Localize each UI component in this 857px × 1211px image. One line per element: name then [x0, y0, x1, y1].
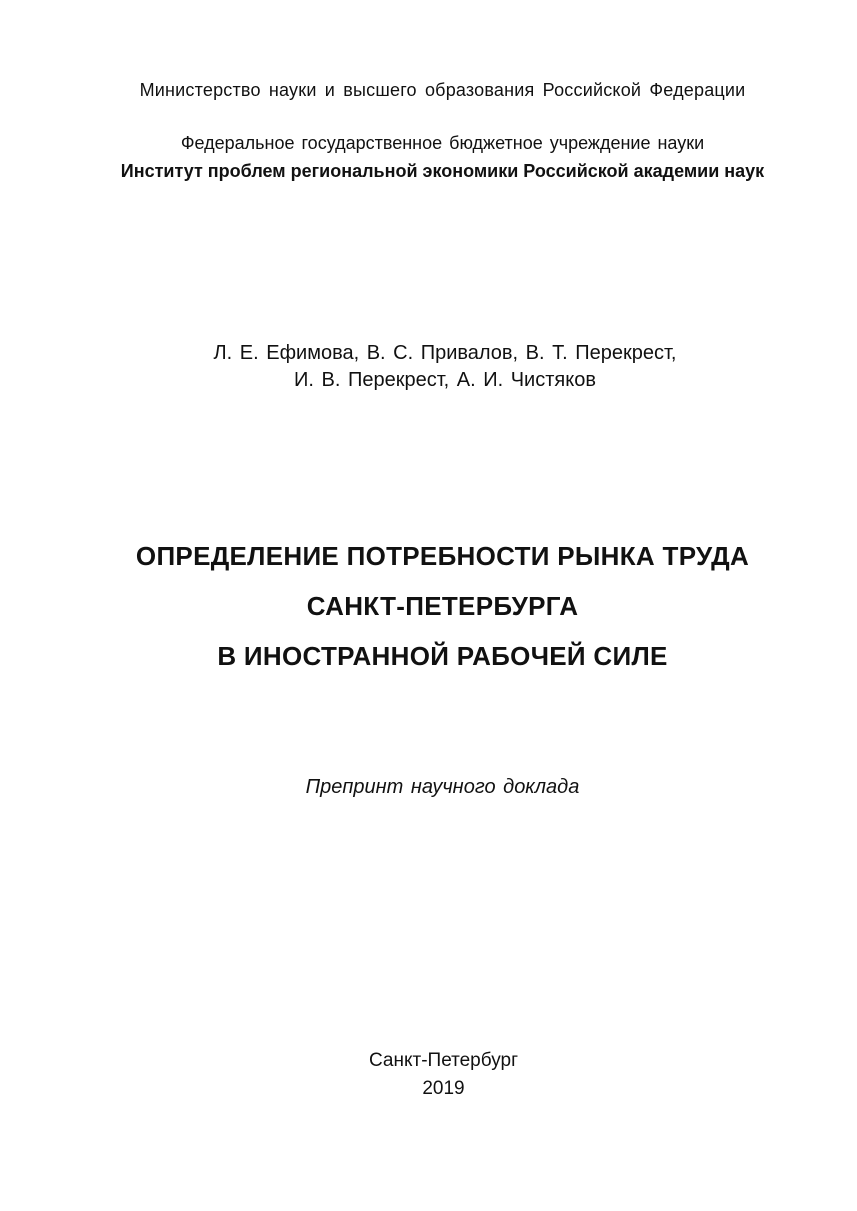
authors-line-1: Л. Е. Ефимова, В. С. Привалов, В. Т. Перекрест,: [213, 342, 677, 364]
ministry-name: Министерство науки и высшего образования Российской Федерации: [139, 80, 746, 100]
institution-name: Институт проблем региональной экономики Российской академии наук: [120, 161, 765, 181]
authors-line-2: И. В. Перекрест, А. И. Чистяков: [294, 369, 596, 391]
document-subtitle: Препринт научного доклада: [305, 776, 580, 798]
document-title-line-3: В ИНОСТРАННОЙ РАБОЧЕЙ СИЛЕ: [217, 641, 668, 671]
publication-city: Санкт-Петербург: [368, 1050, 518, 1071]
publication-year: 2019: [422, 1078, 465, 1099]
document-title-line-2: САНКТ-ПЕТЕРБУРГА: [306, 591, 579, 621]
institution-type: Федеральное государственное бюджетное учреждение науки: [180, 133, 705, 153]
document-title-line-1: ОПРЕДЕЛЕНИЕ ПОТРЕБНОСТИ РЫНКА ТРУДА: [135, 541, 750, 571]
